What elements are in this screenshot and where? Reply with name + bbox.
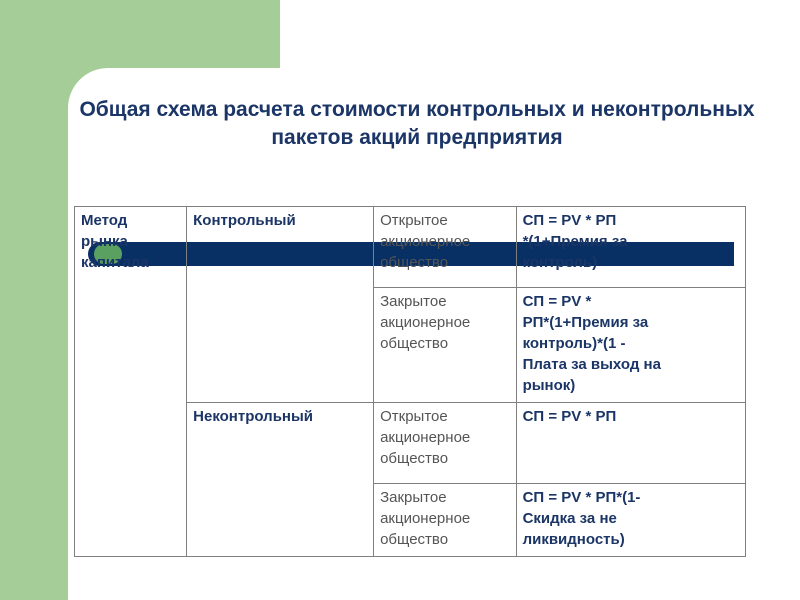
formula-cell: СП = PV * РП xyxy=(516,403,745,484)
valuation-table xyxy=(74,206,746,557)
slide-title: Общая схема расчета стоимости контрольных и неконтрольных пакетов акций предприятия xyxy=(79,98,755,149)
method-cell: Метод рынка капитала xyxy=(75,207,187,557)
company-type-cell: Открытое акционерное общество xyxy=(374,403,516,484)
formula-cell: СП = PV * РП*(1- Скидка за не ликвидность) xyxy=(516,484,745,557)
table-row xyxy=(75,207,746,288)
company-type-cell: Закрытое акционерное общество xyxy=(374,288,516,403)
group-label-noncontrol: Неконтрольный xyxy=(187,403,374,557)
formula-cell: СП = PV * РП*(1+Премия за контроль)*(1 - Плата за выход на рынок) xyxy=(516,288,745,403)
formula-cell: СП = PV * РП *(1+Премия за контроль) xyxy=(516,207,745,288)
group-label-control: Контрольный xyxy=(187,207,374,403)
company-type-cell: Открытое акционерное общество xyxy=(374,207,516,288)
company-type-cell: Закрытое акционерное общество xyxy=(374,484,516,557)
